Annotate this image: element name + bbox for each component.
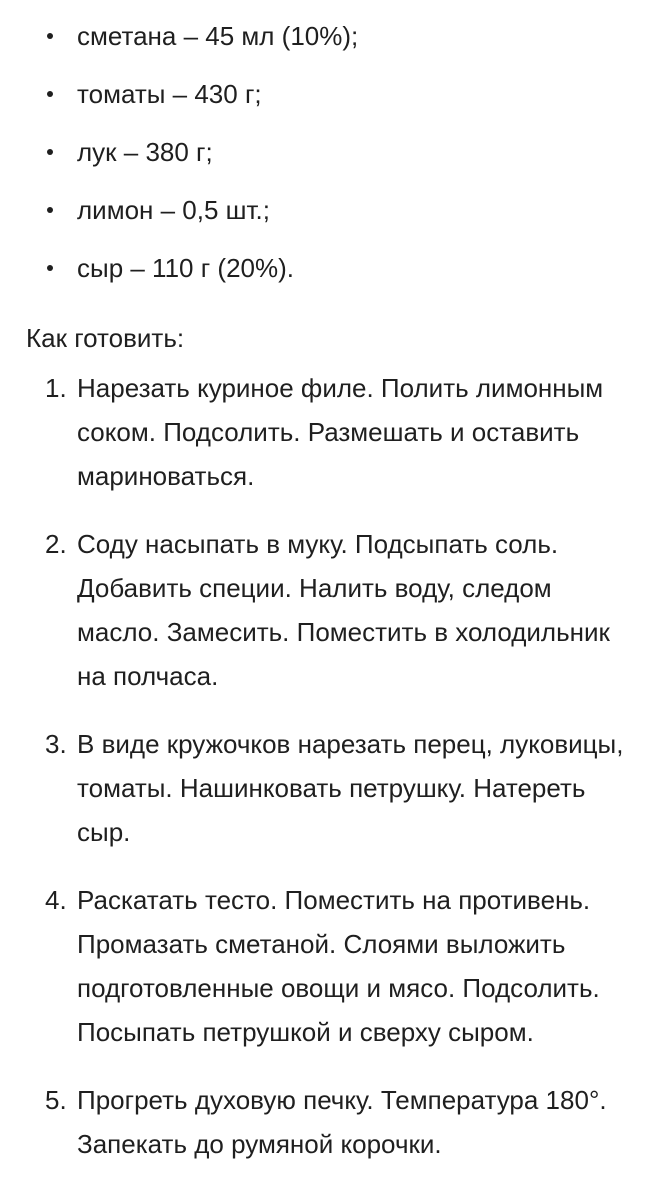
ingredient-text: лимон – 0,5 шт.;: [77, 195, 270, 225]
bullet-icon: [47, 149, 53, 155]
step-text: Соду насыпать в муку. Подсыпать соль. Добавить специи. Налить воду, следом масло. Замесить. Поместить в холодильник на полчаса.: [77, 529, 610, 691]
list-item: [0, 130, 654, 188]
ingredient-text: сметана – 45 мл (10%);: [77, 21, 359, 51]
bullet-icon: [47, 91, 53, 97]
step-text: В виде кружочков нарезать перец, луковицы, томаты. Нашинковать петрушку. Натереть сыр.: [77, 729, 624, 847]
step-number: 5.: [45, 1085, 67, 1115]
list-item: [0, 522, 654, 698]
bullet-icon: [47, 265, 53, 271]
list-item: [0, 246, 654, 304]
step-number: 2.: [45, 529, 67, 559]
ingredient-text: томаты – 430 г;: [77, 79, 262, 109]
how-to-cook-heading: Как готовить:: [26, 323, 185, 353]
ingredient-text: сыр – 110 г (20%).: [77, 253, 295, 283]
steps-list: [0, 366, 654, 1190]
step-text: Раскатать тесто. Поместить на противень. Промазать сметаной. Слоями выложить подготовленные овощи и мясо. Подсолить. Посыпать петрушкой и сверху сыром.: [77, 885, 600, 1047]
step-text: Нарезать куриное филе. Полить лимонным соком. Подсолить. Размешать и оставить мариноваться.: [77, 373, 604, 491]
step-number: 4.: [45, 885, 67, 915]
list-item: [0, 722, 654, 854]
step-text: Прогреть духовую печку. Температура 180°. Запекать до румяной корочки.: [77, 1085, 607, 1159]
list-item: [0, 188, 654, 246]
ingredients-list: [0, 14, 654, 304]
list-item: [0, 14, 654, 72]
list-item: [0, 1078, 654, 1166]
bullet-icon: [47, 33, 53, 39]
step-number: 3.: [45, 729, 67, 759]
list-item: [0, 72, 654, 130]
ingredient-text: лук – 380 г;: [77, 137, 213, 167]
list-item: [0, 366, 654, 498]
step-number: 1.: [45, 373, 67, 403]
list-item: [0, 878, 654, 1054]
bullet-icon: [47, 207, 53, 213]
